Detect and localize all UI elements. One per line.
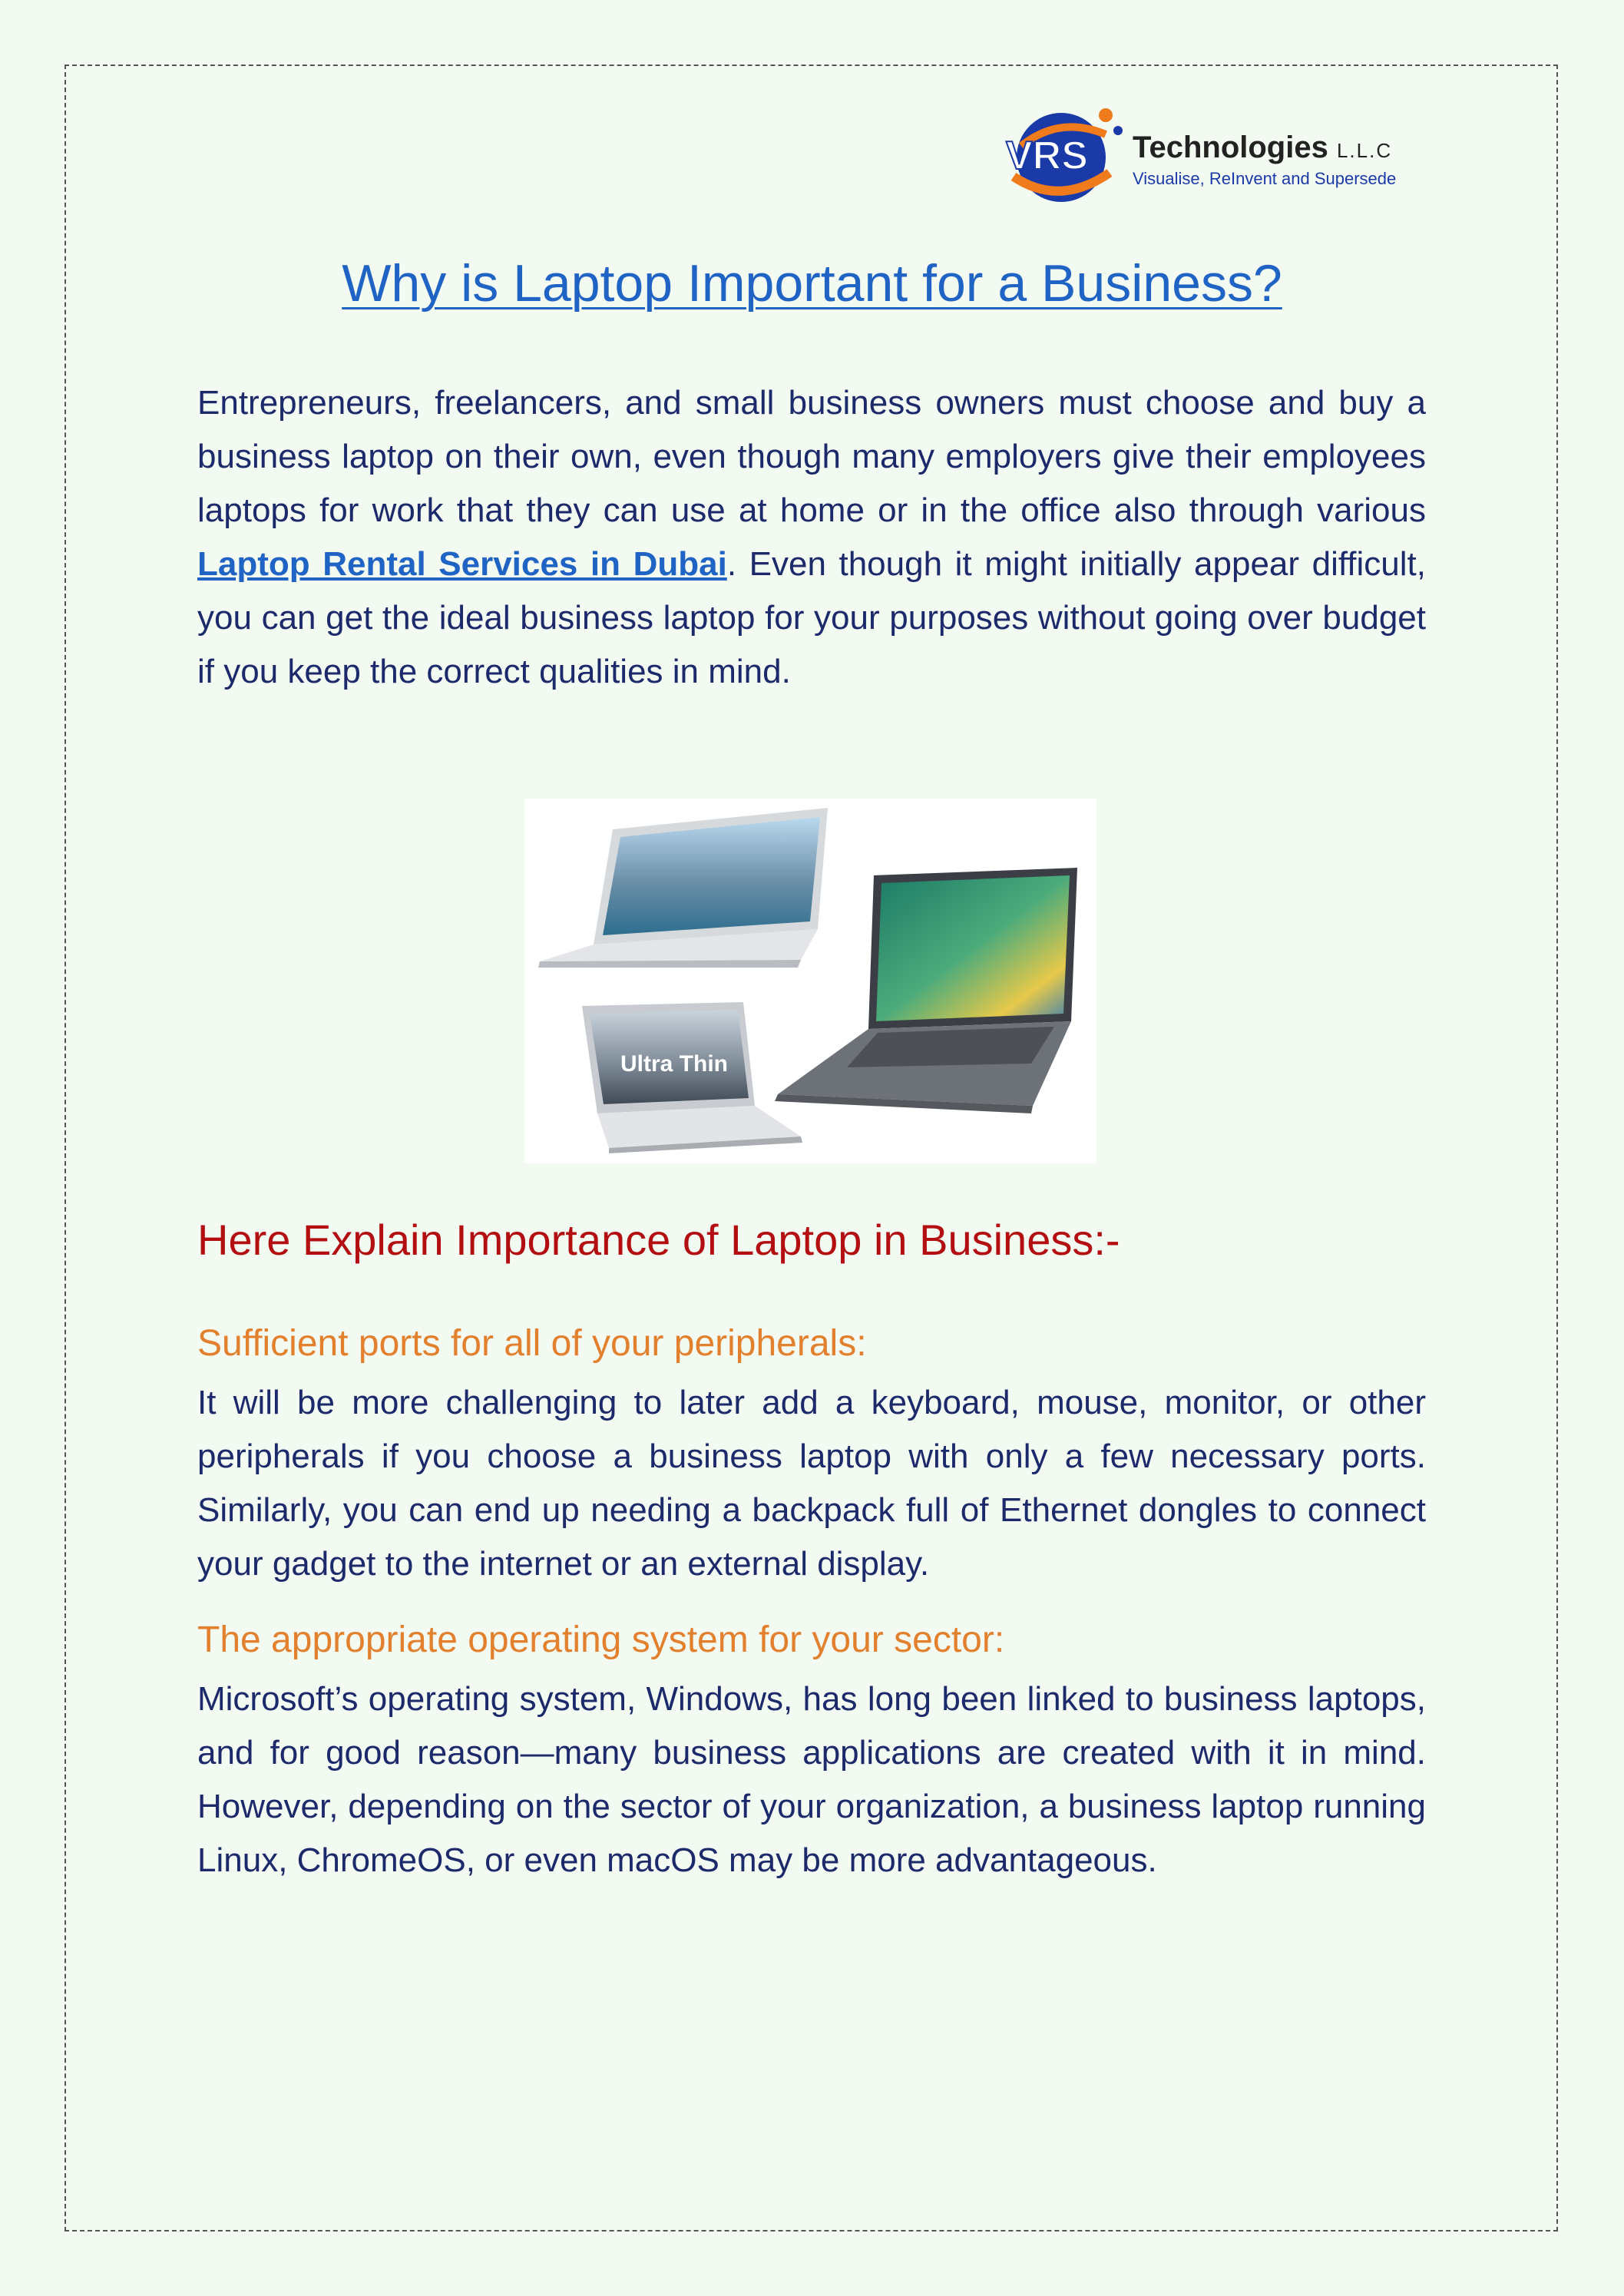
logo-brand-text: Technologies — [1133, 131, 1328, 164]
ultrathin-laptop-graphic — [582, 1002, 802, 1153]
grey-laptop-graphic — [775, 868, 1077, 1113]
logo-brand-name — [1133, 131, 1392, 165]
logo-mark-text: VRS — [1006, 134, 1088, 178]
intro-paragraph — [197, 376, 1426, 699]
silver-laptop-graphic — [538, 808, 828, 968]
section-1-heading: Sufficient ports for all of your peripherals: — [197, 1323, 867, 1364]
section-2-heading: The appropriate operating system for your sector: — [197, 1619, 1005, 1660]
laptops-illustration — [524, 799, 1096, 1163]
intro-text-after: . Even though it might initially appear difficult, you can get the ideal business laptop for your purposes without going over budget if you keep the correct qualities in mind. — [197, 545, 1426, 690]
intro-text-before: Entrepreneurs, freelancers, and small business owners must choose and buy a business laptop on their own, even though many employers give their employees laptops for work that they can use at home or in the office also through various — [197, 384, 1426, 529]
ultrathin-label: Ultra Thin — [620, 1051, 728, 1077]
page-title: Why is Laptop Important for a Business? — [342, 254, 1282, 313]
vrs-logo-icon — [991, 100, 1125, 215]
laptops-image-icon — [524, 799, 1096, 1163]
section-2-body: Microsoft’s operating system, Windows, has long been linked to business laptops, and for good reason—many business applications are created with it in mind. However, depending on the sector of your organization, a business laptop running Linux, ChromeOS, or even macOS may be more advantageous. — [197, 1680, 1426, 1879]
logo-tagline: Visualise, ReInvent and Supersede — [1133, 169, 1397, 188]
laptop-rental-link[interactable]: Laptop Rental Services in Dubai — [197, 545, 727, 583]
company-logo[interactable] — [991, 100, 1421, 215]
logo-brand-suffix: L.L.C — [1336, 139, 1393, 162]
section-1-body: It will be more challenging to later add a keyboard, mouse, monitor, or other peripherals if you choose a business laptop with only a few necessary ports. Similarly, you can end up needing a backpack full of Ethernet dongles to connect your gadget to the internet or an external display. — [197, 1384, 1426, 1583]
section-heading: Here Explain Importance of Laptop in Business:- — [197, 1216, 1120, 1264]
